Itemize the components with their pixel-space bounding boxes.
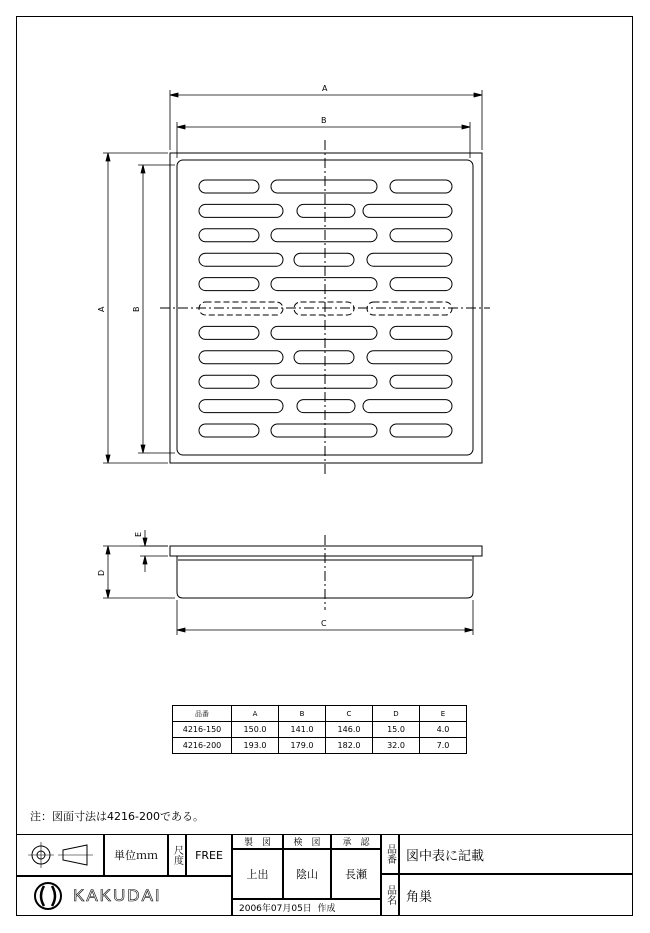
approved-label: 承 認	[331, 834, 381, 849]
drain-slot	[199, 278, 259, 291]
part-name-value: 角巣	[399, 874, 633, 916]
dim-label-b-left: B	[132, 306, 141, 312]
drain-slot	[271, 375, 377, 388]
drain-slot	[390, 278, 452, 291]
drain-slot	[294, 253, 354, 266]
drain-slot	[199, 424, 259, 437]
table-cell: 141.0	[279, 722, 326, 738]
drain-slot	[390, 180, 452, 193]
dim-label-c: C	[321, 619, 327, 628]
drain-slot	[271, 278, 377, 291]
drain-slot	[363, 204, 452, 217]
drain-slot	[294, 351, 354, 364]
dim-label-a-left: A	[97, 306, 106, 312]
table-cell: 4216-200	[173, 738, 232, 754]
kakudai-logo-icon	[33, 881, 63, 911]
table-cell: 193.0	[232, 738, 279, 754]
date-cell	[232, 899, 381, 916]
table-cell: 179.0	[279, 738, 326, 754]
table-cell: 7.0	[420, 738, 467, 754]
drain-slot	[390, 326, 452, 339]
table-cell: 146.0	[326, 722, 373, 738]
table-cell: 4.0	[420, 722, 467, 738]
dimension-c	[177, 600, 473, 635]
drain-slot	[390, 424, 452, 437]
approved-by: 長瀬	[331, 849, 381, 899]
dimension-table	[172, 705, 467, 754]
part-no-value: 図中表に記載	[399, 834, 633, 874]
dim-label-d: D	[97, 569, 106, 576]
projection-symbol-icon	[25, 840, 95, 870]
drain-slot	[297, 400, 355, 413]
table-header: E	[420, 706, 467, 722]
drain-slot	[271, 326, 377, 339]
title-block	[16, 834, 633, 916]
part-no-label: 品番	[381, 834, 399, 874]
drain-slot	[367, 351, 452, 364]
drain-slot	[199, 400, 283, 413]
table-header: D	[373, 706, 420, 722]
checked-by: 陰山	[283, 849, 331, 899]
made-label: 製 図	[232, 834, 283, 849]
drain-slot	[271, 180, 377, 193]
table-cell: 182.0	[326, 738, 373, 754]
unit-label: 単位ｍｍ	[104, 834, 168, 876]
table-cell: 32.0	[373, 738, 420, 754]
table-header-row	[173, 706, 467, 722]
scale-value: FREE	[186, 834, 232, 876]
projection-symbol-cell	[16, 834, 104, 876]
drain-slot	[199, 326, 259, 339]
dim-label-b-top: B	[321, 116, 327, 125]
date: 2006年07月05日	[239, 904, 312, 914]
dimension-d	[103, 546, 175, 598]
side-view	[170, 535, 482, 610]
part-name-label: 品名	[381, 874, 399, 916]
drain-slot	[271, 229, 377, 242]
table-row	[173, 738, 467, 754]
dim-label-e: E	[134, 531, 143, 537]
drain-slot	[199, 351, 283, 364]
drain-slot	[199, 180, 259, 193]
date-suffix: 作成	[317, 904, 336, 914]
drawing-note: 注：図面寸法は4216-200である。	[30, 810, 204, 823]
drain-slot	[199, 204, 283, 217]
drain-slot	[390, 375, 452, 388]
dimension-e	[140, 530, 168, 572]
drain-slot	[367, 253, 452, 266]
plan-view	[160, 140, 490, 475]
table-cell: 4216-150	[173, 722, 232, 738]
table-header: A	[232, 706, 279, 722]
drain-slot	[199, 229, 259, 242]
table-header: C	[326, 706, 373, 722]
dimension-b-left	[138, 165, 175, 453]
table-cell: 150.0	[232, 722, 279, 738]
scale-label: 尺度	[168, 834, 186, 876]
drain-slot	[199, 253, 283, 266]
made-by: 上出	[232, 849, 283, 899]
drain-slot	[363, 400, 452, 413]
drain-slot	[297, 204, 355, 217]
side-flange	[170, 546, 482, 556]
company-cell	[16, 876, 232, 916]
dim-label-a-top: A	[322, 84, 328, 93]
drain-slot	[390, 229, 452, 242]
table-cell: 15.0	[373, 722, 420, 738]
drain-slot	[271, 424, 377, 437]
table-header: 品番	[173, 706, 232, 722]
table-row	[173, 722, 467, 738]
table-header: B	[279, 706, 326, 722]
drain-slot	[199, 375, 259, 388]
checked-label: 検 図	[283, 834, 331, 849]
company-name: KAKUDAI	[73, 886, 162, 905]
